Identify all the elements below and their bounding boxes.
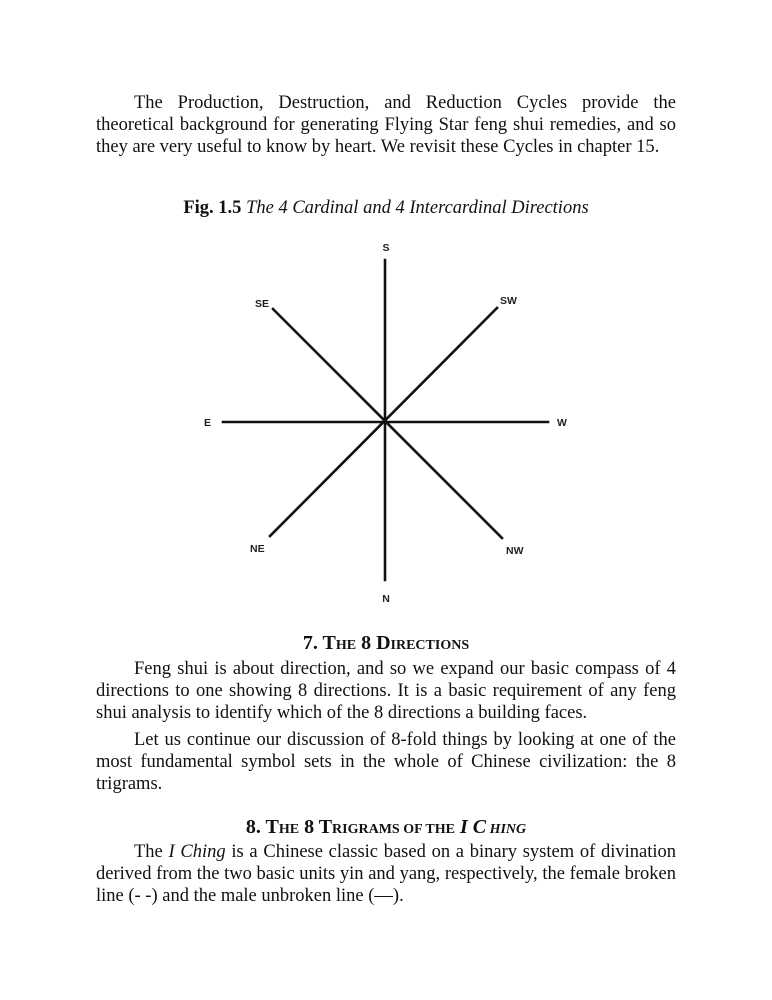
compass-diagram — [190, 232, 590, 612]
direction-label-s: S — [382, 242, 390, 254]
direction-label-nw: NW — [506, 545, 524, 557]
direction-label-sw: SW — [500, 295, 517, 307]
figure-label: Fig. 1.5 — [183, 198, 242, 218]
paragraph-i-ching: The I Ching is a Chinese classic based on a binary system of divination derived from the two basic units yin and yang, respectively, the female broken line (- -) and the male unbroken line (—). — [96, 842, 677, 906]
direction-label-n: N — [382, 593, 390, 605]
paragraph-cycles: The Production, Destruction, and Reduction Cycles provide the theoretical background for generating Flying Star feng shui remedies, and so they are very useful to know by heart. We revisit these Cycles in chapter 15. — [96, 93, 676, 157]
figure-title: The 4 Cardinal and 4 Intercardinal Directions — [246, 198, 589, 218]
section-heading-8-directions: 7. THE 8 DIRECTIONS — [302, 632, 470, 654]
paragraph-trigrams-intro: Let us continue our discussion of 8-fold things by looking at one of the most fundamental symbol sets in the whole of Chinese civilization: the 8 trigrams. — [96, 730, 676, 794]
paragraph-directions: Feng shui is about direction, and so we expand our basic compass of 4 directions to one showing 8 directions. It is a basic requirement of any feng shui analysis to identify which of the 8 directions a building faces. — [96, 659, 676, 723]
figure-caption — [96, 197, 676, 219]
direction-label-ne: NE — [250, 543, 265, 555]
compass-line-se-nw — [273, 309, 502, 538]
direction-label-w: W — [557, 417, 567, 429]
direction-label-e: E — [204, 417, 212, 429]
section-heading-8-trigrams: 8. THE 8 TRIGRAMS OF THE I C HING — [245, 816, 527, 838]
direction-label-se: SE — [255, 298, 270, 310]
